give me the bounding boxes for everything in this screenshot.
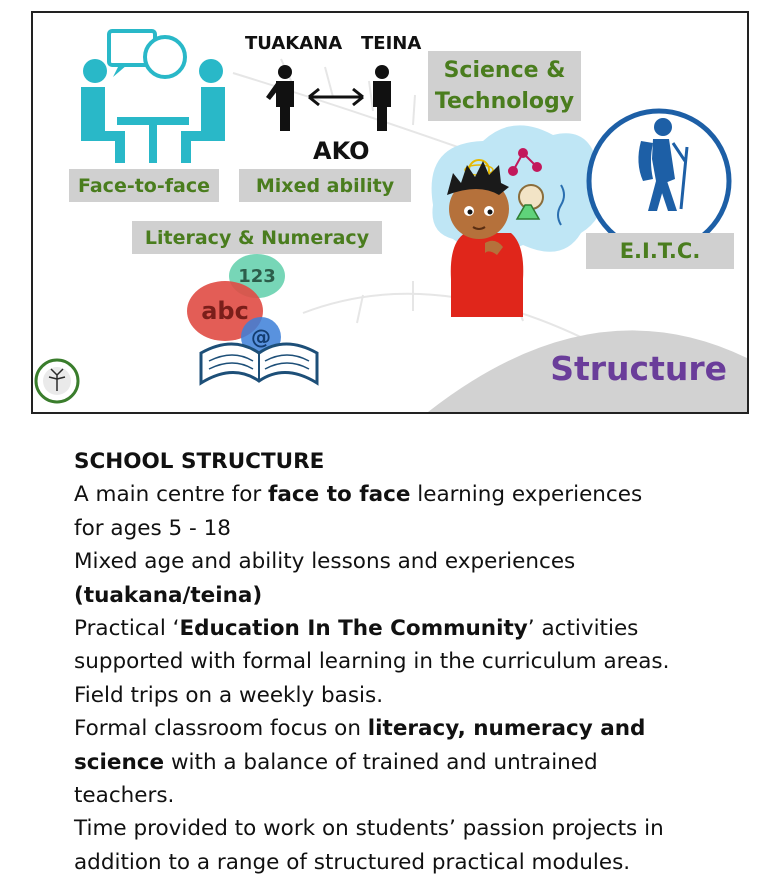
line-3: Mixed age and ability lessons and experiences — [74, 549, 576, 575]
school-structure-text — [74, 445, 754, 879]
literacy-numeracy-label: Literacy & Numeracy — [132, 221, 382, 254]
hiker-icon — [589, 111, 729, 251]
structure-title: Structure — [550, 349, 727, 388]
structure-infographic — [31, 11, 749, 414]
ako-label: AKO — [313, 137, 370, 165]
science-line1: Science & — [443, 58, 566, 83]
section-heading: SCHOOL STRUCTURE — [74, 449, 325, 474]
face-to-face-label: Face-to-face — [69, 169, 219, 202]
bubble-at: @ — [251, 325, 271, 349]
science-line2: Technology — [434, 89, 575, 114]
eitc-label: E.I.T.C. — [586, 233, 734, 269]
line-11: Time provided to work on students’ passion projects in — [74, 816, 664, 842]
tuakana-label: TUAKANA — [245, 33, 343, 54]
bubble-abc: abc — [201, 297, 249, 325]
mixed-ability-label: Mixed ability — [239, 169, 411, 202]
teina-label: TEINA — [361, 33, 422, 54]
science-kid-icon — [432, 125, 604, 317]
line-10: teachers. — [74, 783, 175, 809]
line-12: addition to a range of structured practical modules. — [74, 849, 631, 875]
line-2: for ages 5 - 18 — [74, 515, 231, 541]
school-logo — [36, 360, 78, 402]
line-7: Field trips on a weekly basis. — [74, 682, 384, 708]
line-5: Practical ‘Education In The Community’ activities — [74, 616, 639, 642]
line-1: A main centre for face to face learning experiences — [74, 482, 643, 508]
line-9: science with a balance of trained and untrained — [74, 749, 598, 775]
line-6: supported with formal learning in the curriculum areas. — [74, 649, 670, 675]
line-8: Formal classroom focus on literacy, numeracy and — [74, 716, 646, 742]
science-technology-label — [428, 51, 581, 121]
face-to-face-icon — [81, 31, 225, 163]
bubble-123: 123 — [238, 266, 276, 287]
line-4: (tuakana/teina) — [74, 582, 263, 608]
